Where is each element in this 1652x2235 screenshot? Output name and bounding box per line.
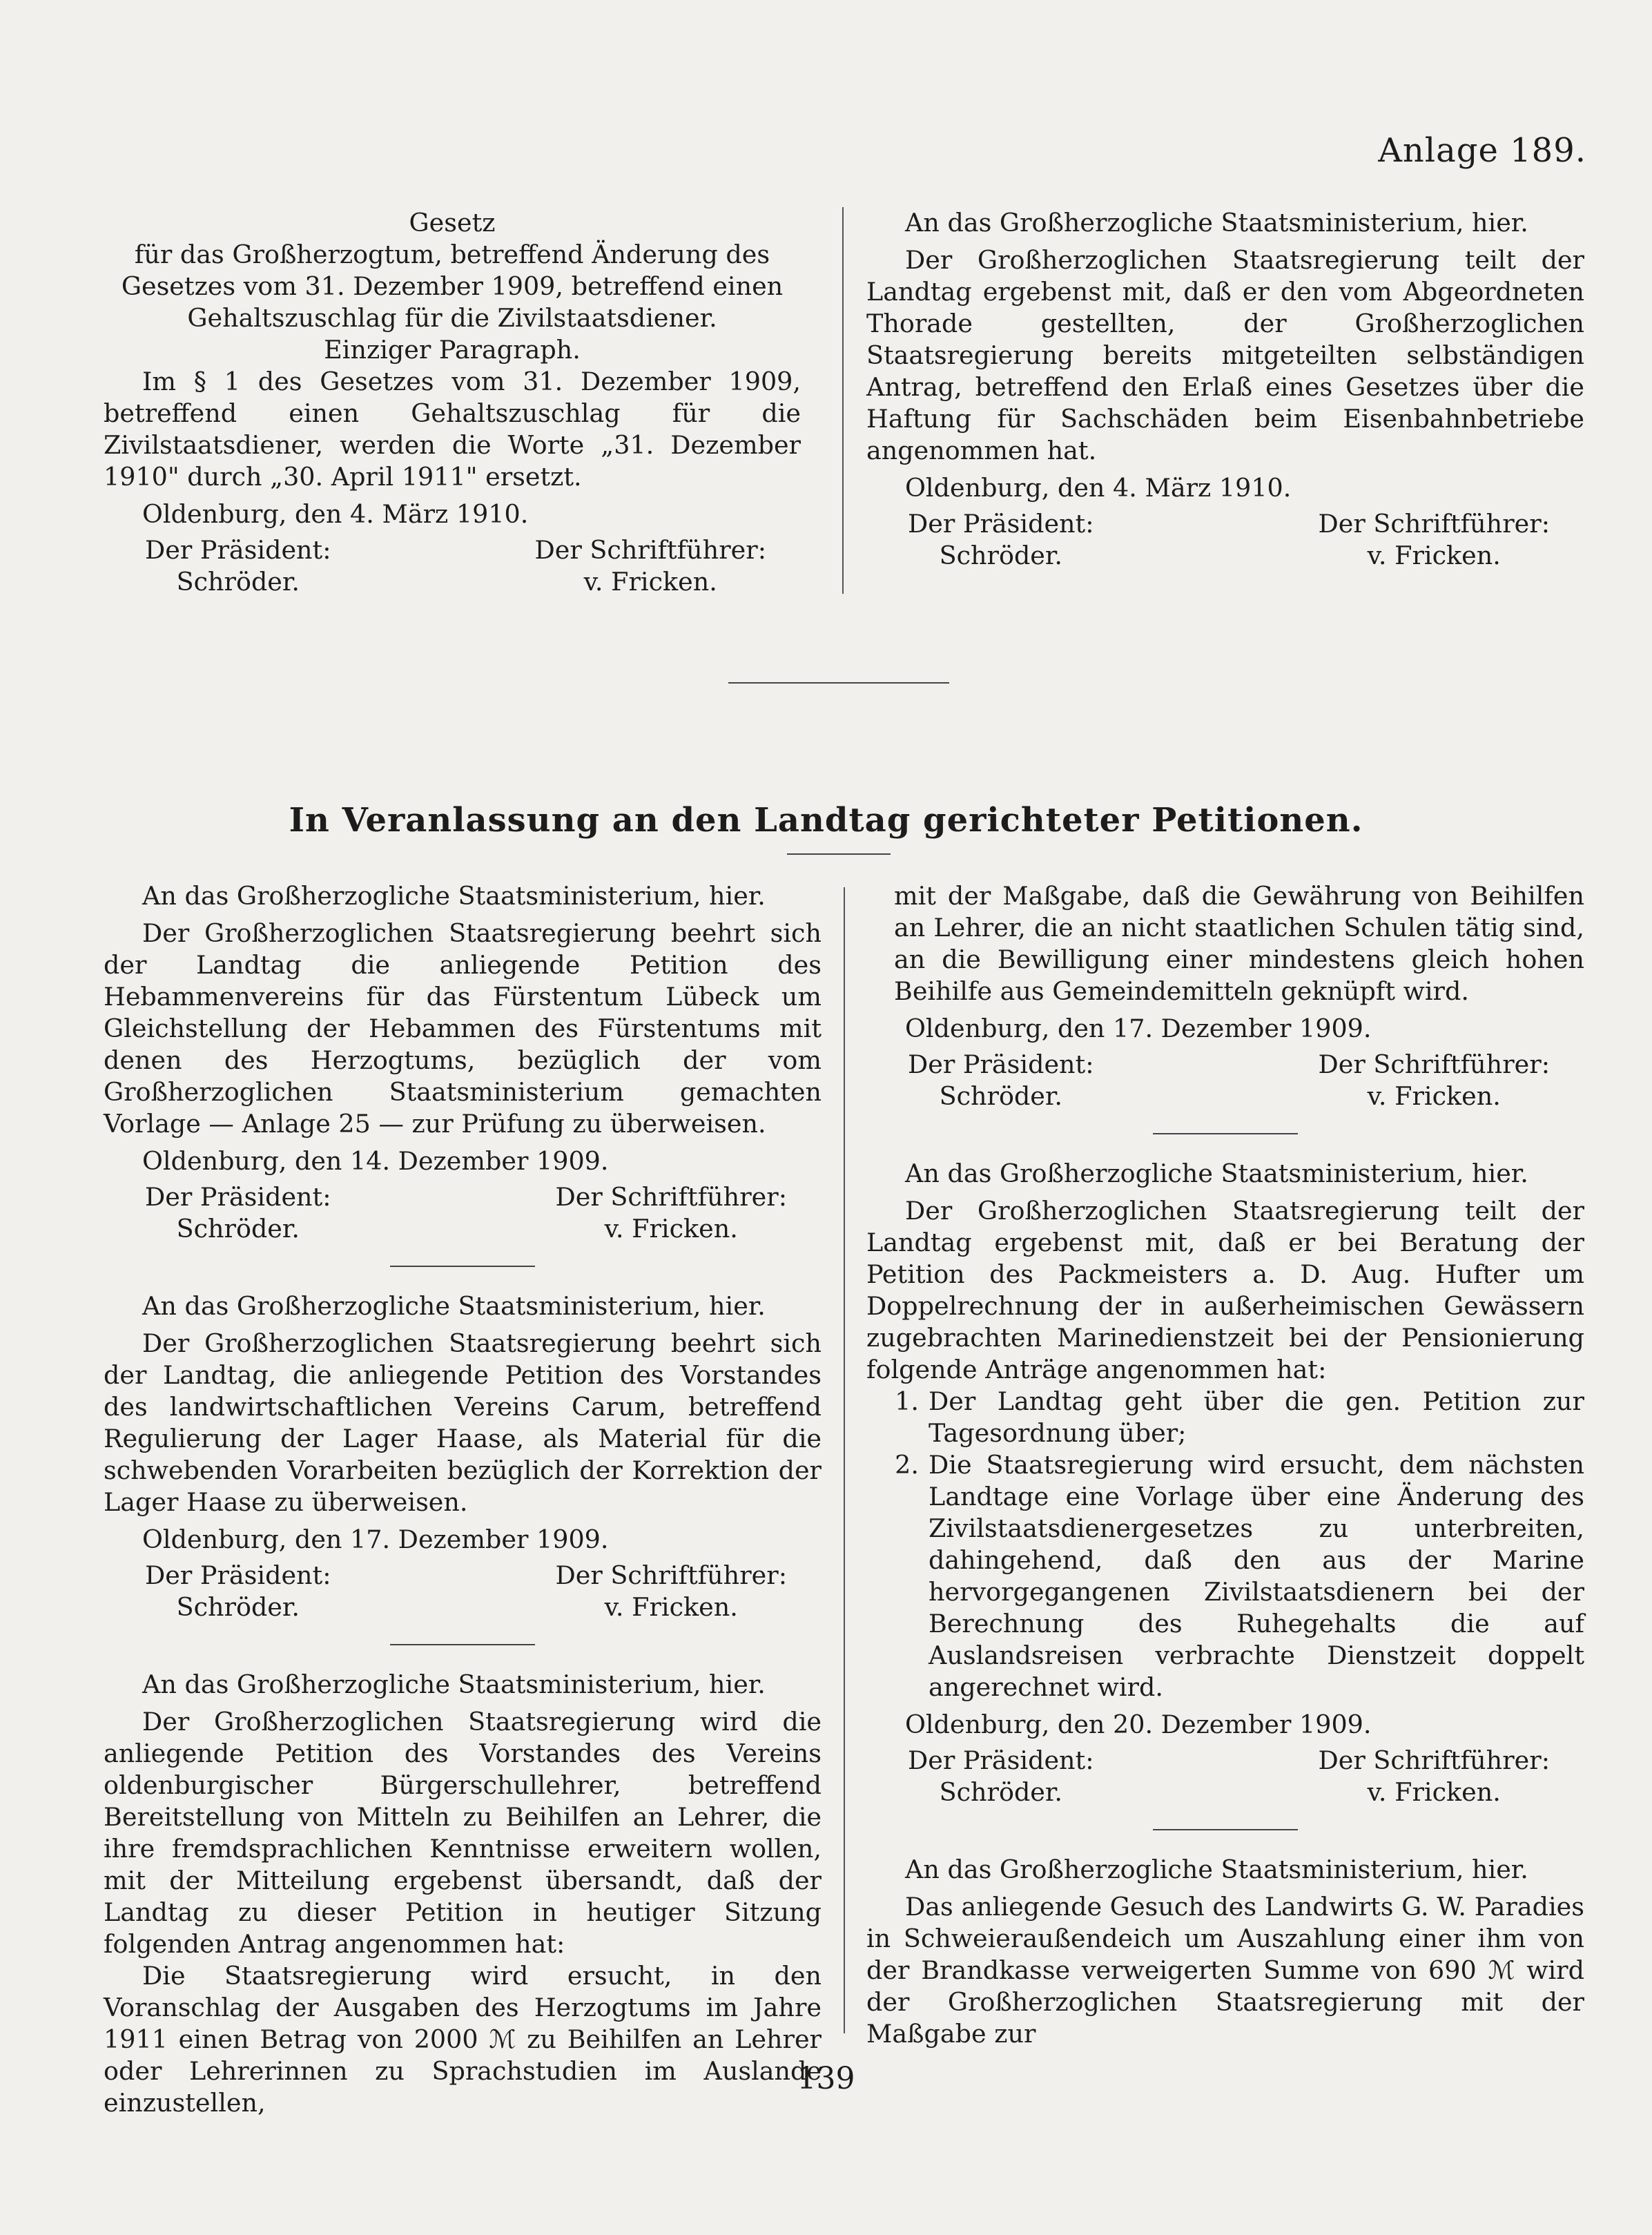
president-title: Der Präsident: xyxy=(145,1560,331,1590)
law-date: Oldenburg, den 4. März 1910. xyxy=(142,499,529,529)
column-divider-bottom xyxy=(844,887,845,2033)
list-item xyxy=(866,1449,1584,1703)
separator-rule xyxy=(390,1644,535,1645)
president-name: Schröder. xyxy=(176,1592,300,1622)
column-divider-top xyxy=(842,207,844,594)
petition3-signatures xyxy=(866,1049,1584,1112)
president-name: Schröder. xyxy=(939,541,1062,570)
petition2-signatures xyxy=(104,1560,822,1623)
secretary-title: Der Schriftführer: xyxy=(555,1182,787,1212)
secretary-name: v. Fricken. xyxy=(1367,1777,1501,1807)
petition4-date: Oldenburg, den 20. Dezember 1909. xyxy=(905,1710,1372,1739)
letter-body: Der Großherzoglichen Staatsregierung teilt der Landtag ergebenst mit, daß er den vom Abgeordneten Thorade gestellten, der Großherzoglichen Staatsregierung bereits mitgeteilten selbständigen Antrag, betreffend den Erlaß eines Gesetzes über die Haftung für Sachschäden beim Eisenbahnbetriebe angenommen hat. xyxy=(866,245,1584,465)
secretary-name: v. Fricken. xyxy=(1367,541,1501,570)
president-name: Schröder. xyxy=(176,1214,300,1244)
petitions-right-column xyxy=(866,880,1584,2050)
petition3-body: Der Großherzoglichen Staatsregierung wird die anliegende Petition des Vorstandes des Vereins oldenburgischer Bürgerschullehrer, betreffend Bereitstellung von Mitteln zu Beihilfen an Lehrer, die ihre fremdsprachlichen Kenntnisse erweitern wollen, mit der Mitteilung ergebenst übersandt, daß der Landtag zu dieser Petition in heutiger Sitzung folgenden Antrag angenommen hat: xyxy=(104,1707,822,1959)
law-text-column xyxy=(104,207,801,598)
anlage-label: Anlage 189. xyxy=(1378,131,1586,170)
petition1-body: Der Großherzoglichen Staatsregierung beehrt sich der Landtag die anliegende Petition des Hebammenvereins für das Fürstentum Lübeck um Gleichstellung der Hebammen des Fürstentums mit denen des Herzogtums, bezüglich der vom Großherzoglichen Staatsministerium gemachten Vorlage — Anlage 25 — zur Prüfung zu überweisen. xyxy=(104,918,822,1139)
president-title: Der Präsident: xyxy=(908,1049,1094,1079)
secretary-title: Der Schriftführer: xyxy=(1318,1745,1550,1775)
law-subtitle: für das Großherzogtum, betreffend Änderung des Gesetzes vom 31. Dezember 1909, betreffend einen Gehaltszuschlag für die Zivilstaatsdiener. xyxy=(121,240,784,333)
president-title: Der Präsident: xyxy=(145,535,331,565)
law-body: Im § 1 des Gesetzes vom 31. Dezember 1909, betreffend einen Gehaltszuschlag für die Zivilstaatsdiener, werden die Worte „31. Dezember 1910" durch „30. April 1911" ersetzt. xyxy=(104,367,801,492)
petition5-body: Das anliegende Gesuch des Landwirts G. W. Paradies in Schweieraußendeich um Auszahlung einer ihm von der Brandkasse verweigerten Summe von 690 ℳ wird der Großherzoglichen Staatsregierung mit der Maßgabe zur xyxy=(866,1892,1584,2049)
secretary-name: v. Fricken. xyxy=(583,567,717,597)
list-text: Die Staatsregierung wird ersucht, dem nächsten Landtage eine Vorlage über eine Änderung des Zivilstaatsdienergesetzes zu unterbreiten, dahingehend, daß den aus der Marine hervorgegangenen Zivilstaatsdienern bei der Berechnung des Ruhegehalts die auf Auslandsreisen verbrachte Dienstzeit doppelt angerechnet wird. xyxy=(929,1450,1584,1702)
president-name: Schröder. xyxy=(939,1777,1062,1807)
list-number: 1. xyxy=(895,1386,919,1416)
president-name: Schröder. xyxy=(939,1081,1062,1111)
petition4-body: Der Großherzoglichen Staatsregierung teilt der Landtag ergebenst mit, daß er bei Beratung der Petition des Packmeisters a. D. Aug. Hufter um Doppelrechnung der in außerheimischen Gewässern zugebrachten Marinedienstzeit bei der Pensionierung folgende Anträge angenommen hat: xyxy=(866,1196,1584,1384)
secretary-title: Der Schriftführer: xyxy=(555,1560,787,1590)
secretary-name: v. Fricken. xyxy=(604,1592,738,1622)
petition3-address: An das Großherzogliche Staatsministerium, hier. xyxy=(142,1670,766,1699)
letter-signatures xyxy=(866,508,1584,572)
president-title: Der Präsident: xyxy=(908,1745,1094,1775)
page-number: 139 xyxy=(797,2061,855,2096)
petition1-signatures xyxy=(104,1181,822,1245)
letter-eisenbahn xyxy=(866,207,1584,572)
petition3-quote: Die Staatsregierung wird ersucht, in den Voranschlag der Ausgaben des Herzogtums im Jahre 1911 einen Betrag von 2000 ℳ zu Beihilfen an Lehrer oder Lehrerinnen zu Sprachstudien im Auslande einzustellen, xyxy=(104,1961,822,2118)
law-signatures xyxy=(104,534,801,598)
law-paragraph-heading: Einziger Paragraph. xyxy=(324,335,581,365)
separator-rule xyxy=(390,1266,535,1267)
petition3-continuation: mit der Maßgabe, daß die Gewährung von Beihilfen an Lehrer, die an nicht staatlichen Schulen tätig sind, an die Bewilligung einer mindestens gleich hohen Beihilfe aus Gemeindemitteln geknüpft wird. xyxy=(894,881,1584,1006)
separator-rule xyxy=(1153,1829,1298,1830)
petition1-date: Oldenburg, den 14. Dezember 1909. xyxy=(142,1146,609,1176)
section-separator xyxy=(728,682,949,684)
petition4-signatures xyxy=(866,1745,1584,1808)
petition2-date: Oldenburg, den 17. Dezember 1909. xyxy=(142,1525,609,1554)
separator-rule xyxy=(1153,1133,1298,1134)
petition2-body: Der Großherzoglichen Staatsregierung beehrt sich der Landtag, die anliegende Petition des Vorstandes des landwirtschaftlichen Vereins Carum, betreffend Regulierung der Lager Haase, als Material für die schwebenden Vorarbeiten bezüglich der Korrektion der Lager Haase zu überweisen. xyxy=(104,1328,822,1517)
letter-date: Oldenburg, den 4. März 1910. xyxy=(905,473,1292,503)
letter-address: An das Großherzogliche Staatsministerium, hier. xyxy=(905,208,1528,238)
secretary-title: Der Schriftführer: xyxy=(1318,1049,1550,1079)
secretary-name: v. Fricken. xyxy=(604,1214,738,1244)
petition3-date: Oldenburg, den 17. Dezember 1909. xyxy=(905,1014,1372,1043)
secretary-name: v. Fricken. xyxy=(1367,1081,1501,1111)
secretary-title: Der Schriftführer: xyxy=(534,535,766,565)
list-text: Der Landtag geht über die gen. Petition zur Tagesordnung über; xyxy=(929,1386,1584,1448)
president-title: Der Präsident: xyxy=(908,509,1094,539)
president-title: Der Präsident: xyxy=(145,1182,331,1212)
law-title: Gesetz xyxy=(409,208,496,238)
section-heading: In Veranlassung an den Landtag gerichteter Petitionen. xyxy=(289,801,1363,840)
petition2-address: An das Großherzogliche Staatsministerium, hier. xyxy=(142,1291,766,1321)
president-name: Schröder. xyxy=(176,567,300,597)
heading-underline xyxy=(787,853,891,855)
secretary-title: Der Schriftführer: xyxy=(1318,509,1550,539)
petition4-address: An das Großherzogliche Staatsministerium, hier. xyxy=(905,1159,1528,1188)
petitions-left-column xyxy=(104,880,822,2119)
list-item xyxy=(866,1386,1584,1449)
list-number: 2. xyxy=(895,1450,919,1480)
petition1-address: An das Großherzogliche Staatsministerium, hier. xyxy=(142,881,766,911)
petition4-list xyxy=(866,1386,1584,1703)
petition5-address: An das Großherzogliche Staatsministerium, hier. xyxy=(905,1855,1528,1884)
